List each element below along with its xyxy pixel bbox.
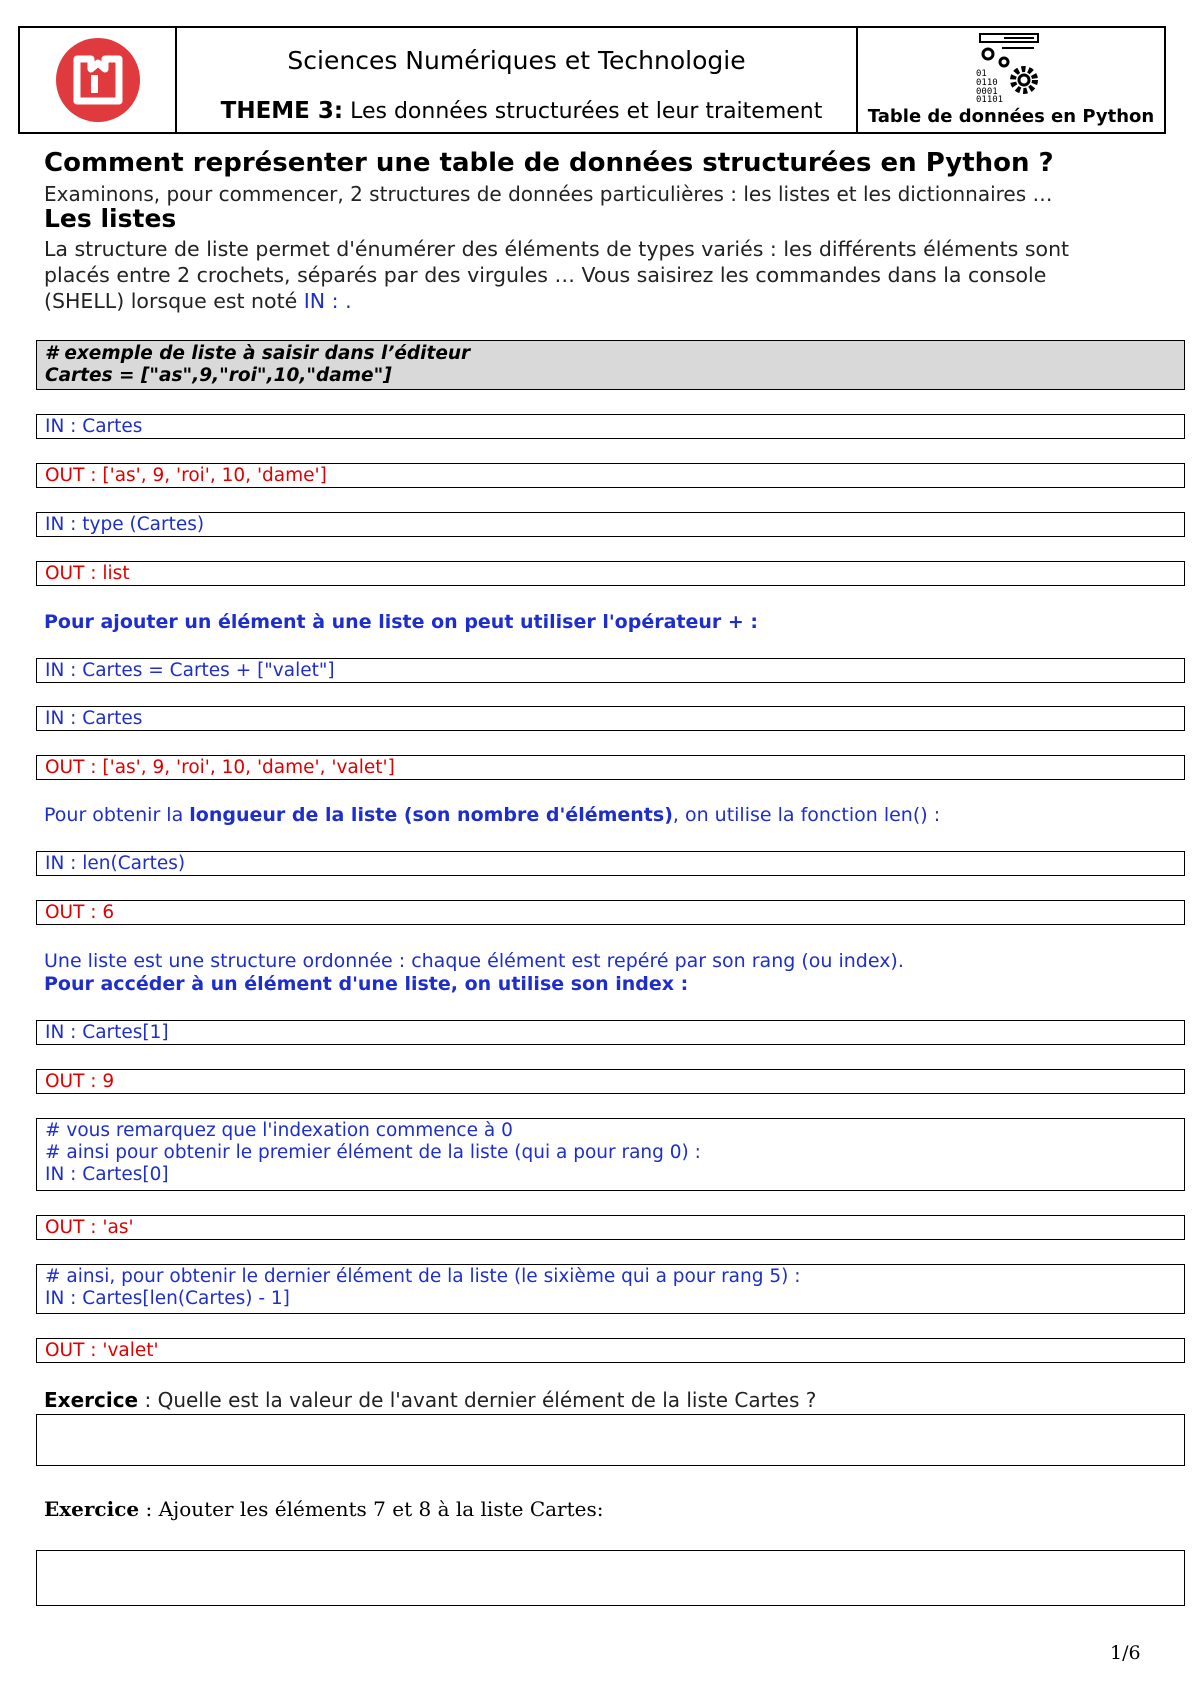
code-line: # exemple de liste à saisir dans l’éditeur <box>45 343 471 364</box>
note-ordered: Une liste est une structure ordonnée : chaque élément est repéré par son rang (ou index). <box>44 950 904 972</box>
shell-in-box-multiline <box>36 1118 1185 1191</box>
logo-cell <box>20 28 177 132</box>
code-line: Cartes = ["as",9,"roi",10,"dame"] <box>45 365 392 386</box>
code-line: IN : Cartes[0] <box>45 1164 169 1185</box>
document-header <box>18 26 1166 134</box>
code-line: # ainsi, pour obtenir le dernier élément de la liste (le sixième qui a pour rang 5) : <box>45 1266 801 1287</box>
shell-out-box: OUT : ['as', 9, 'roi', 10, 'dame'] <box>36 463 1185 488</box>
svg-text:01101: 01101 <box>976 95 1004 102</box>
shell-out-box: OUT : 'as' <box>36 1215 1185 1240</box>
code-line: # vous remarquez que l'indexation commence à 0 <box>45 1120 513 1141</box>
page-number: 1/6 <box>1110 1642 1141 1664</box>
topic-label: Table de données en Python <box>867 106 1155 127</box>
header-title-cell <box>177 28 858 132</box>
section-title: Les listes <box>44 204 177 233</box>
shell-out-box: OUT : 6 <box>36 900 1185 925</box>
code-line: # ainsi pour obtenir le premier élément de la liste (qui a pour rang 0) : <box>45 1142 701 1163</box>
intro-paragraph <box>44 236 1069 314</box>
paragraph-line: placés entre 2 crochets, séparés par des virgules … Vous saisirez les commandes dans la console <box>44 263 1047 287</box>
svg-text:0001: 0001 <box>976 87 998 97</box>
note-access: Pour accéder à un élément d'une liste, on utilise son index : <box>44 973 689 995</box>
exercise-1-answer-box[interactable] <box>36 1414 1185 1466</box>
in-marker: IN : . <box>303 289 352 313</box>
svg-text:01: 01 <box>976 69 987 79</box>
page-title: Comment représenter une table de données structurées en Python ? <box>44 148 1054 178</box>
note-add-element: Pour ajouter un élément à une liste on peut utiliser l'opérateur + : <box>44 611 759 633</box>
shell-out-box: OUT : ['as', 9, 'roi', 10, 'dame', 'valet'] <box>36 755 1185 780</box>
editor-code-box <box>36 340 1185 390</box>
shell-out-box: OUT : 9 <box>36 1069 1185 1094</box>
theme-label: THEME 3: <box>220 98 344 124</box>
note-length: Pour obtenir la longueur de la liste (son nombre d'éléments), on utilise la fonction len() : <box>44 804 941 826</box>
shell-in-box: IN : Cartes <box>36 414 1185 439</box>
intro-text: Examinons, pour commencer, 2 structures de données particulières : les listes et les dictionnaires … <box>44 182 1053 206</box>
shell-in-box: IN : type (Cartes) <box>36 512 1185 537</box>
shell-in-box-multiline <box>36 1264 1185 1314</box>
header-topic-cell <box>858 28 1164 132</box>
svg-text:0110: 0110 <box>976 78 998 88</box>
shell-out-box: OUT : 'valet' <box>36 1338 1185 1363</box>
paragraph-line: La structure de liste permet d'énumérer des éléments de types variés : les différents éléments sont <box>44 237 1070 261</box>
exercise-2-prompt: Exercice : Ajouter les éléments 7 et 8 à la liste Cartes: <box>44 1497 604 1521</box>
theme-title <box>197 98 846 124</box>
exercise-1-prompt: Exercice : Quelle est la valeur de l'avant dernier élément de la liste Cartes ? <box>44 1388 817 1412</box>
school-logo-icon <box>53 35 143 125</box>
data-gears-icon <box>974 32 1044 102</box>
shell-in-box: IN : len(Cartes) <box>36 851 1185 876</box>
exercise-2-answer-box[interactable] <box>36 1550 1185 1606</box>
subject-title: Sciences Numériques et Technologie <box>287 46 746 75</box>
paragraph-line: (SHELL) lorsque est noté IN : . <box>44 289 352 313</box>
shell-in-box: IN : Cartes = Cartes + ["valet"] <box>36 658 1185 683</box>
theme-text: Les données structurées et leur traitement <box>350 99 823 124</box>
shell-in-box: IN : Cartes[1] <box>36 1020 1185 1045</box>
shell-in-box: IN : Cartes <box>36 706 1185 731</box>
code-line: IN : Cartes[len(Cartes) - 1] <box>45 1288 290 1309</box>
shell-out-box: OUT : list <box>36 561 1185 586</box>
